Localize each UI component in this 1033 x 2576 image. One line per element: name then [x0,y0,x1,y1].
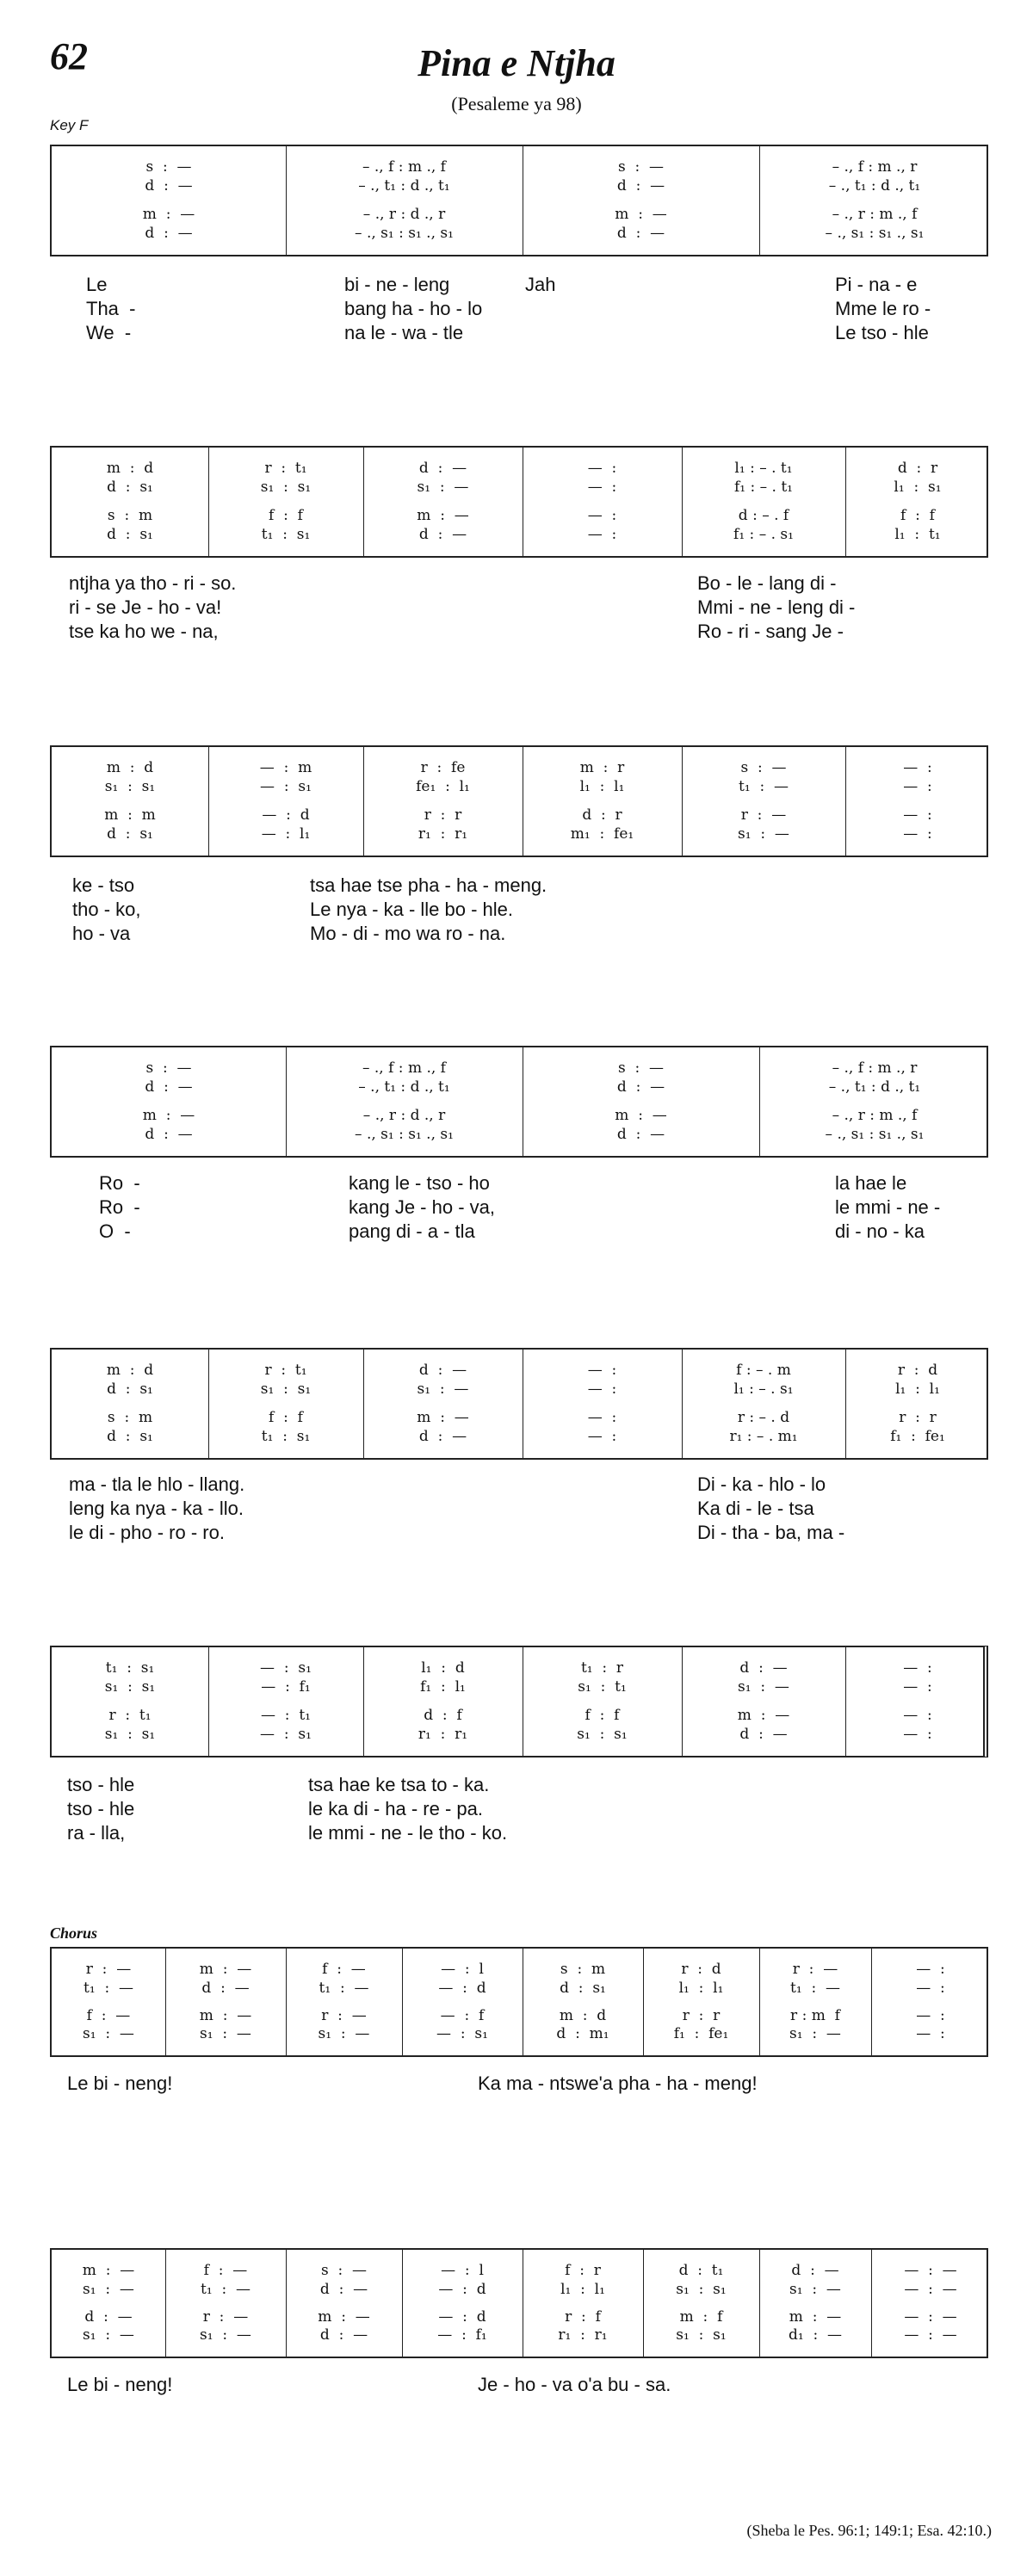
solfa-note-row: — : f [440,2007,485,2024]
solfa-note-row: m : — [417,1409,469,1426]
solfa-note-row: f : — [86,2007,131,2024]
lyric-line: ri - se Je - ho - va! [69,596,222,618]
lyric-line: ntjha ya tho - ri - so. [69,572,237,594]
lyric-line: Le bi - neng! [67,2073,173,2094]
lyric-line: ma - tla le hlo - llang. [69,1473,245,1495]
solfa-note-row: r : r [899,1409,937,1426]
solfa-note-row: — : d [438,2281,486,2298]
lyric-line: Le nya - ka - lle bo - hle. [310,899,514,920]
lyric-line: kang Je - ho - va, [349,1196,495,1218]
solfa-note-row: l₁ : s₁ [894,479,942,496]
hymn-title: Pina e Ntjha [418,42,615,84]
solfa-note-row: — : — [904,2281,957,2298]
solfa-note-row: r : — [202,2308,249,2326]
solfa-note-row: s : m [107,1409,153,1426]
solfa-note-row: t₁ : — [84,1980,133,1997]
solfa-note-row: s : m [107,507,153,524]
solfa-note-row: — : [903,806,932,824]
solfa-note-row: r : f [565,2308,601,2326]
lyric-line: Le bi - neng! [67,2374,173,2395]
solfa-note-row: r : r [424,806,462,824]
solfa-note-row: d₁ : — [788,2326,843,2344]
solfa-note-row: m : m [104,806,156,824]
solfa-note-row: s₁ : s₁ [260,479,312,496]
solfa-note-row: – ., s₁ : s₁ ., s₁ [825,1126,925,1143]
solfa-note-row: s₁ : s₁ [104,778,156,795]
lyric-line: Je - ho - va o'a bu - sa. [478,2374,671,2395]
solfa-note-row: d : f [424,1707,462,1724]
solfa-note-row: — : m [259,759,312,776]
music-system-7 [50,1947,988,2057]
solfa-note-row: – ., t₁ : d ., t₁ [358,177,450,195]
lyric-line: Mmi - ne - leng di - [697,596,856,618]
solfa-note-row: l₁ : – . s₁ [733,1381,794,1398]
solfa-note-row: m : d [106,1362,154,1379]
solfa-note-row: s₁ : — [83,2281,134,2298]
key-signature: Key F [50,117,89,133]
solfa-note-row: d : s₁ [107,1381,153,1398]
solfa-note-row: s : — [145,158,192,176]
solfa-note-row: – ., r : d ., r [362,1107,446,1124]
solfa-note-row: d : — [739,1726,788,1743]
lyric-line: Mme le ro - [835,298,931,319]
solfa-note-row: r : — [740,806,787,824]
solfa-note-row: f : f [269,507,303,524]
solfa-note-row: s : — [740,759,787,776]
solfa-note-row: r₁ : r₁ [418,825,468,843]
solfa-note-row: s₁ : — [83,2326,134,2344]
solfa-note-row: s₁ : — [200,2025,251,2042]
solfa-note-row: — : [916,2025,945,2042]
solfa-note-row: — : [587,526,617,543]
solfa-note-row: f : f [585,1707,620,1724]
page-number: 62 [50,35,88,77]
solfa-note-row: — : s₁ [260,1726,312,1743]
solfa-note-row: m : — [615,1107,667,1124]
solfa-note-row: d : — [84,2308,133,2326]
solfa-note-row: d : — [791,2262,839,2279]
solfa-note-row: r : – . d [737,1409,790,1426]
lyric-line: Le [86,274,108,295]
solfa-note-row: – ., r : m ., f [832,1107,918,1124]
lyric-line: ho - va [72,923,131,944]
music-system-2 [50,446,988,558]
solfa-note-row: d : t₁ [678,2262,724,2279]
solfa-note-row: d : s₁ [107,479,153,496]
solfa-note-row: r : t₁ [108,1707,152,1724]
solfa-note-row: — : l [441,2262,484,2279]
solfa-note-row: — : [903,759,932,776]
lyric-line: di - no - ka [835,1220,925,1242]
solfa-note-row: — : [587,460,617,477]
solfa-note-row: — : [903,1707,932,1724]
solfa-note-row: m : d [106,759,154,776]
solfa-note-row: – ., s₁ : s₁ ., s₁ [355,1126,454,1143]
lyric-line: kang le - tso - ho [349,1172,490,1194]
solfa-note-row: m : f [679,2308,723,2326]
solfa-note-row: r : r [682,2007,721,2024]
solfa-note-row: s : — [617,158,665,176]
lyric-line: Ro - [99,1196,140,1218]
solfa-note-row: — : l₁ [261,825,311,843]
solfa-note-row: — : [587,479,617,496]
solfa-note-row: m : — [318,2308,370,2326]
solfa-note-row: — : f₁ [437,2326,487,2344]
lyric-line: Ka ma - ntswe'a pha - ha - meng! [478,2073,758,2094]
solfa-note-row: – ., f : m ., f [362,158,446,176]
solfa-note-row: m : — [737,1707,790,1724]
solfa-note-row: s₁ : — [738,1678,789,1696]
solfa-note-row: f : — [322,1961,366,1978]
solfa-note-row: m : — [417,507,469,524]
solfa-note-row: t₁ : s₁ [261,1428,311,1445]
hymn-subtitle: (Pesaleme ya 98) [451,93,582,114]
solfa-note-row: – ., t₁ : d ., t₁ [358,1078,450,1096]
solfa-note-row: — : t₁ [261,1707,311,1724]
solfa-note-row: – ., s₁ : s₁ ., s₁ [355,225,454,242]
music-system-3 [50,745,988,857]
lyric-line: We - [86,322,132,343]
solfa-note-row: f : f [900,507,935,524]
solfa-note-row: fe₁ : l₁ [416,778,470,795]
music-system-4 [50,1046,988,1158]
lyric-line: leng ka nya - ka - llo. [69,1498,244,1519]
solfa-note-row: t₁ : — [739,778,789,795]
solfa-note-row: d : — [616,177,665,195]
solfa-note-row: s₁ : s₁ [260,1381,312,1398]
solfa-note-row: – ., r : d ., r [362,206,446,223]
lyric-line: le mmi - ne - [835,1196,941,1218]
solfa-note-row: d : — [145,1078,193,1096]
solfa-note-row: s₁ : — [417,1381,469,1398]
solfa-note-row: d : – . f [738,507,789,524]
lyric-line: Jah [525,274,556,295]
solfa-note-row: — : [903,1659,932,1677]
music-system-5 [50,1348,988,1460]
solfa-note-row: f₁ : – . s₁ [733,526,794,543]
solfa-note-row: d : — [739,1659,788,1677]
lyric-line: pang di - a - tla [349,1220,475,1242]
solfa-note-row: r : d [681,1961,721,1978]
solfa-note-row: d : — [145,177,193,195]
solfa-note-row: m : — [615,206,667,223]
solfa-note-row: s₁ : — [789,2281,841,2298]
lyric-line: O - [99,1220,131,1242]
solfa-note-row: — : [903,1726,932,1743]
lyric-line: bi - ne - leng [344,274,450,295]
solfa-note-row: r : t₁ [264,460,307,477]
solfa-note-row: r : — [85,1961,132,1978]
solfa-note-row: m : — [199,2007,252,2024]
lyric-line: Bo - le - lang di - [697,572,837,594]
solfa-note-row: l₁ : – . t₁ [734,460,793,477]
solfa-note-row: t₁ : — [790,1980,840,1997]
lyric-line: tho - ko, [72,899,141,920]
solfa-note-row: s₁ : s₁ [676,2281,727,2298]
solfa-note-row: — : s₁ [260,778,312,795]
solfa-note-row: — : — [904,2262,957,2279]
solfa-note-row: t₁ : s₁ [105,1659,155,1677]
music-system-8 [50,2248,988,2358]
solfa-note-row: r : m f [790,2007,840,2024]
solfa-note-row: – ., s₁ : s₁ ., s₁ [825,225,925,242]
solfa-note-row: — : [916,1980,945,1997]
solfa-note-row: f₁ : fe₁ [673,2025,729,2042]
solfa-note-row: — : f₁ [261,1678,311,1696]
lyric-line: Mo - di - mo wa ro - na. [310,923,506,944]
solfa-note-row: m : — [142,1107,195,1124]
solfa-note-row: l₁ : l₁ [579,778,625,795]
solfa-note-row: – ., t₁ : d ., t₁ [828,177,921,195]
solfa-note-row: d : — [418,526,467,543]
solfa-note-row: s₁ : — [417,479,469,496]
solfa-note-row: f₁ : l₁ [420,1678,466,1696]
solfa-note-row: — : — [904,2326,957,2344]
solfa-note-row: s : — [320,2262,368,2279]
lyric-line: na le - wa - tle [344,322,464,343]
solfa-note-row: s : m [560,1961,606,1978]
solfa-note-row: d : — [418,1428,467,1445]
lyric-line: le di - pho - ro - ro. [69,1522,225,1543]
solfa-note-row: t₁ : — [201,2281,251,2298]
lyric-line: Ro - ri - sang Je - [697,621,844,642]
solfa-note-row: l₁ : l₁ [678,1980,724,1997]
solfa-note-row: l₁ : t₁ [894,526,941,543]
solfa-note-row: d : — [418,1362,467,1379]
solfa-note-row: – ., f : m ., r [832,1059,918,1077]
lyric-line: Ka di - le - tsa [697,1498,814,1519]
solfa-note-row: d : — [319,2326,368,2344]
lyric-line: le mmi - ne - le tho - ko. [308,1822,508,1844]
solfa-note-row: r₁ : – . m₁ [729,1428,798,1445]
solfa-note-row: s₁ : t₁ [578,1678,627,1696]
solfa-note-row: r₁ : r₁ [418,1726,468,1743]
lyric-line: Di - ka - hlo - lo [697,1473,826,1495]
solfa-note-row: d : s₁ [107,825,153,843]
solfa-note-row: r : — [321,2007,367,2024]
lyric-line: ke - tso [72,874,135,896]
lyric-line: Le tso - hle [835,322,929,343]
solfa-note-row: s : — [145,1059,192,1077]
lyric-line: Ro - [99,1172,140,1194]
solfa-note-row: t₁ : s₁ [261,526,311,543]
solfa-note-row: — : d [438,1980,486,1997]
solfa-note-row: — : d [438,2308,486,2326]
solfa-note-row: s : — [617,1059,665,1077]
solfa-note-row: m : — [789,2308,842,2326]
lyric-line: ra - lla, [67,1822,126,1844]
solfa-note-row: d : s₁ [107,1428,153,1445]
lyric-line: tse ka ho we - na, [69,621,219,642]
solfa-note-row: t₁ : — [319,1980,369,1997]
solfa-note-row: — : s₁ [260,1659,312,1677]
solfa-note-row: s₁ : — [789,2025,841,2042]
solfa-note-row: – ., r : m ., f [832,206,918,223]
solfa-note-row: r : d [897,1362,938,1379]
solfa-note-row: s₁ : s₁ [676,2326,727,2344]
solfa-note-row: s₁ : s₁ [104,1726,156,1743]
lyric-line: le ka di - ha - re - pa. [308,1798,483,1819]
solfa-note-row: f₁ : fe₁ [890,1428,945,1445]
solfa-note-row: — : s₁ [436,2025,488,2042]
lyric-line: la hae le [835,1172,907,1194]
solfa-note-row: d : s₁ [560,1980,606,1997]
solfa-note-row: m : — [82,2262,135,2279]
solfa-note-row: – ., t₁ : d ., t₁ [828,1078,921,1096]
solfa-note-row: — : l [441,1961,484,1978]
solfa-note-row: — : [587,1381,617,1398]
solfa-note-row: – ., f : m ., f [362,1059,446,1077]
music-system-6 [50,1646,988,1757]
solfa-note-row: — : [916,1961,945,1978]
lyric-line: Di - tha - ba, ma - [697,1522,845,1543]
solfa-note-row: t₁ : r [580,1659,624,1677]
solfa-note-row: s₁ : s₁ [577,1726,628,1743]
solfa-note-row: m : — [199,1961,252,1978]
solfa-note-row: r₁ : r₁ [558,2326,608,2344]
solfa-note-row: d : — [319,2281,368,2298]
solfa-note-row: m₁ : fe₁ [570,825,634,843]
solfa-note-row: — : [587,507,617,524]
solfa-note-row: d : — [616,1126,665,1143]
solfa-note-row: l₁ : l₁ [560,2281,605,2298]
solfa-note-row: s₁ : — [83,2025,134,2042]
lyric-line: Tha - [86,298,136,319]
solfa-note-row: d : — [145,225,193,242]
solfa-note-row: l₁ : d [421,1659,465,1677]
solfa-note-row: r : t₁ [264,1362,307,1379]
solfa-note-row: d : m₁ [556,2025,609,2042]
solfa-note-row: f₁ : – . t₁ [734,479,793,496]
solfa-note-row: r : — [792,1961,838,1978]
lyric-line: tsa hae ke tsa to - ka. [308,1774,490,1795]
solfa-note-row: f : — [203,2262,248,2279]
solfa-note-row: d : — [616,1078,665,1096]
solfa-note-row: d : r [897,460,938,477]
solfa-note-row: f : r [565,2262,601,2279]
solfa-note-row: — : d [262,806,310,824]
lyric-line: tsa hae tse pha - ha - meng. [310,874,547,896]
solfa-note-row: d : s₁ [107,526,153,543]
solfa-note-row: s₁ : — [318,2025,370,2042]
solfa-note-row: — : [903,778,932,795]
solfa-note-row: d : r [582,806,622,824]
solfa-note-row: m : — [142,206,195,223]
solfa-note-row: d : — [418,460,467,477]
solfa-note-row: d : — [145,1126,193,1143]
solfa-note-row: — : [587,1409,617,1426]
solfa-note-row: s₁ : — [200,2326,251,2344]
chorus-label: Chorus [50,1924,98,1942]
solfa-note-row: — : [916,2007,945,2024]
solfa-note-row: — : — [904,2308,957,2326]
solfa-note-row: f : – . m [736,1362,791,1379]
music-system-1 [50,145,988,256]
solfa-note-row: f : f [269,1409,303,1426]
solfa-note-row: s₁ : — [738,825,789,843]
solfa-note-row: — : [587,1428,617,1445]
solfa-note-row: m : d [106,460,154,477]
solfa-note-row: d : — [616,225,665,242]
lyric-line: tso - hle [67,1798,135,1819]
solfa-note-row: — : [587,1362,617,1379]
scripture-reference: (Sheba le Pes. 96:1; 149:1; Esa. 42:10.) [746,2522,992,2539]
solfa-note-row: – ., f : m ., r [832,158,918,176]
lyric-line: tso - hle [67,1774,135,1795]
lyric-line: bang ha - ho - lo [344,298,483,319]
solfa-note-row: — : [903,1678,932,1696]
solfa-note-row: s₁ : s₁ [104,1678,156,1696]
solfa-note-row: d : — [201,1980,250,1997]
solfa-note-row: m : r [579,759,625,776]
lyric-line: Pi - na - e [835,274,918,295]
solfa-note-row: m : d [559,2007,607,2024]
solfa-note-row: — : [903,825,932,843]
solfa-note-row: r : fe [420,759,466,776]
solfa-note-row: l₁ : l₁ [895,1381,940,1398]
